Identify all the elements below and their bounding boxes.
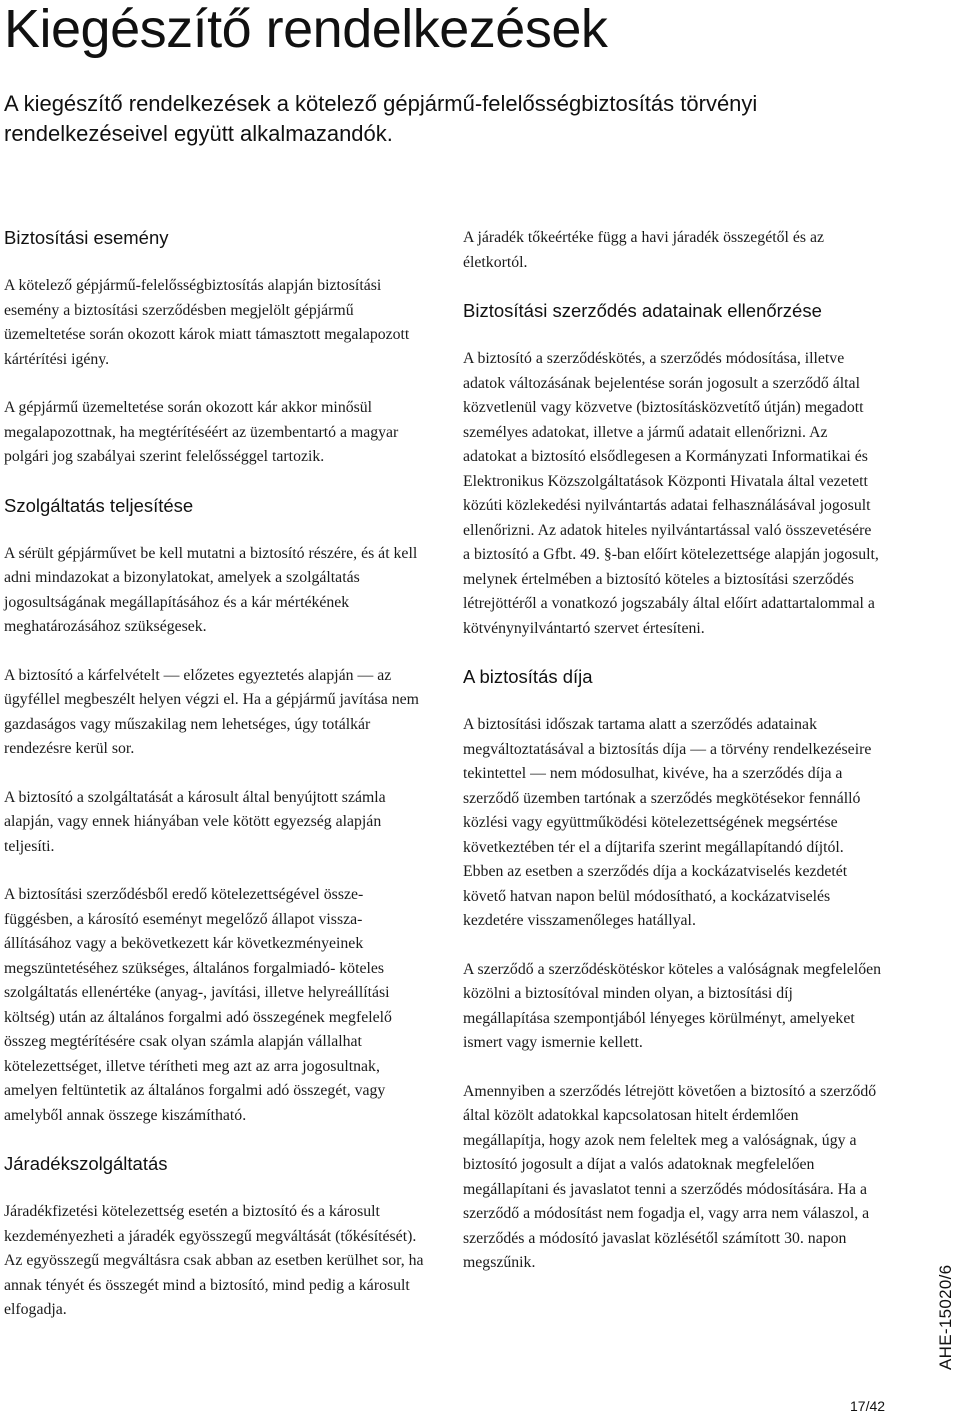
section-heading-szerzodes-adatainak-ellenorzese: Biztosítási szerződés adatainak ellenőrzése — [463, 300, 822, 321]
paragraph: A járadék tőkeértéke függ a havi járadék összegétől és az életkortól. — [463, 229, 824, 271]
section-heading-biztositasi-esemeny: Biztosítási esemény — [4, 227, 169, 248]
page-number: 17/42 — [850, 1398, 886, 1414]
right-column — [463, 226, 881, 1300]
paragraph: A kötelező gépjármű-felelősségbiztosítás alapján biztosítási esemény a biztosítási szerződésben megjelölt gépjármű üzemeltetése során okozott károk miatt támasztott megalapozott kártérítési igény. — [4, 277, 410, 368]
paragraph: A biztosító a szerződéskötés, a szerződés módosítása, illetve adatok változásának bejelentése során jogosult a szerződő által közvetlenül vagy közvetve (biztosításközvetítő útján) megadott személyes adatokat, illetve a jármű adatait ellenőrizni. Az adatokat a biztosító elsődlegesen a Kormányzati Informatikai és Elektronikus Közszolgáltatások Központi Hivatala által vezetett közúti közlekedési nyilvántartás adatai felhasználásával jogosult ellenőrizni. Az adatok hiteles nyilvántartással való összevetésére a biztosító a Gfbt. 49. §-ban előírt kötelezettsége alapján jogosult, melynek értelmében a biztosító köteles a biztosítási szerződés létrejöttéről a vonatkozó jogszabály által előírt adattartalommal a kötvénynyilvántartó szervet értesíteni. — [463, 350, 879, 637]
paragraph: A biztosítási időszak tartama alatt a szerződés adatainak megváltoztatásával a biztosítás díja — a törvény rendelkezéseire tekintettel — nem módosulhat, kivéve, ha a szerződés díja a szerződő üzemben tartónak a szerződés megkötésekor fennálló közlési vagy együttműködési kötelezettségének megsértése következtében tér el a díjtarifa szerint megállapítandó díjtól. Ebben az esetben a szerződés díja a kockázatviselés kezdetét követő hatvan napon belül módosítható, a kockázatviselés kezdetére visszamenőleges hatállyal. — [463, 716, 872, 929]
paragraph: Amennyiben a szerződés létrejött követően a biztosító a szerződő által közölt adatokkal kapcsolatosan hitelt érdemlően megállapítja, hogy azok nem feleltek meg a valóságnak, úgy a biztosító jogosult a díjat a valós adatoknak megfelelően megállapítani és javaslatot tenni a szerződés módosítására. Ha a szerződő a módosítást nem fogadja el, vagy arra nem válaszol, a szerződés a módosító javaslat közlésétől számított 30. napon megszűnik. — [463, 1082, 877, 1271]
paragraph: Járadékfizetési kötelezettség esetén a biztosító és a károsult kezdeményezheti a járadék egyösszegű megváltását (tőkésítését). Az egyösszegű megváltásra csak abban az esetben kerülhet sor, ha annak tényét és összegét mind a biztosító, mind pedig a károsult elfogadja. — [4, 1203, 424, 1318]
paragraph: A sérült gépjárművet be kell mutatni a biztosító részére, és át kell adni mindazokat a bizonylatokat, amelyek a szolgáltatás jogosultságának megállapításához és a kár mértékének meghatározásához szükségesek. — [4, 544, 418, 635]
section-heading-szolgaltatas-teljesitese: Szolgáltatás teljesítése — [4, 494, 194, 516]
paragraph: A biztosító a kárfelvételt — előzetes egyeztetés alapján — az ügyféllel megbeszélt helyen végzi el. Ha a gépjármű javítása nem gazdaságos vagy műszakilag nem lehetséges, úgy totálkár rendezésre kerül sor. — [4, 666, 419, 757]
paragraph: A biztosítási szerződésből eredő kötelezettségével összefüggésben, a károsító eseményt megelőző állapot visszaállításához vagy a bekövetkezett kár következményeinek megszüntetéséhez szükséges, általános forgalmiadó- köteles szolgáltatás ellenértéke (anyag-, javítási, illetve helyreállítási költség) után az általános forgalmi adó összegének megfelelő összeg megtérítésére csak olyan számla alapján vállalhat kötelezettséget, illetve térítheti meg azt az arra jogosultnak, amelyen feltüntetik az általános forgalmi adó összegét, vagy amelyből annak összege kiszámítható. — [4, 886, 392, 1124]
section-heading-jaradekszolgaltatas: Járadékszolgáltatás — [4, 1153, 168, 1174]
document-code: AHE-15020/6 — [936, 1264, 955, 1370]
section-heading-biztositas-dija: A biztosítás díja — [463, 666, 593, 687]
page-subtitle: A kiegészítő rendelkezések a kötelező gépjármű-felelősségbiztosítás törvényi rendelkezéseivel együtt alkalmazandók. — [4, 91, 758, 146]
paragraph: A biztosító a szolgáltatását a károsult által benyújtott számla alapján, vagy ennek hiányában vele kötött egyezség alapján teljesíti. — [4, 788, 386, 855]
left-column — [4, 226, 424, 1347]
paragraph: A szerződő a szerződéskötéskor köteles a valóságnak megfelelően közölni a biztosítóval minden olyan, a biztosítási díj megállapítása szempontjából lényeges körülményt, amelyeket ismert vagy ismernie kellett. — [463, 960, 882, 1051]
paragraph: A gépjármű üzemeltetése során okozott kár akkor minősül megalapozottnak, ha megtérítéséért az üzembentartó a magyar polgári jog szabályai szerint felelősséggel tartozik. — [4, 399, 399, 465]
page-title: Kiegészítő rendelkezések — [4, 0, 608, 59]
